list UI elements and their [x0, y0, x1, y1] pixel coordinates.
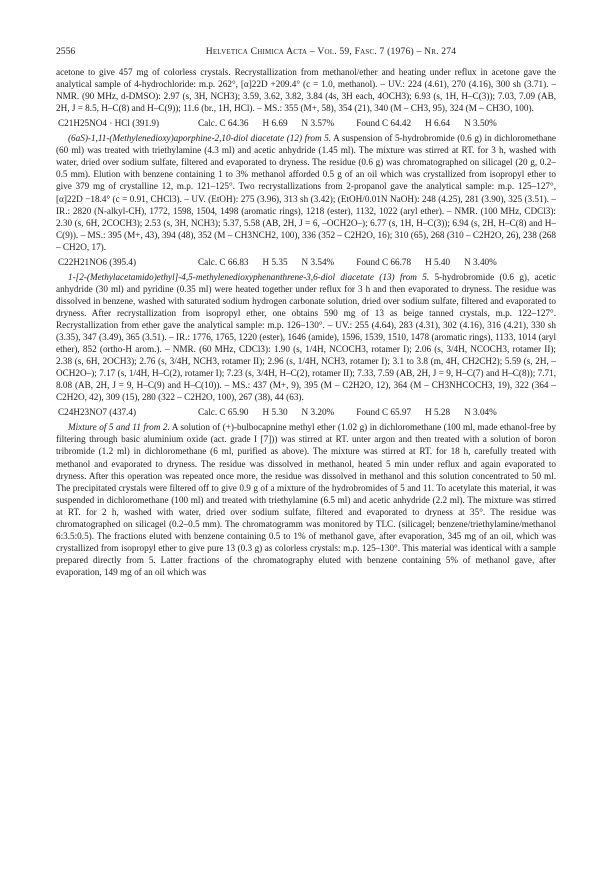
analysis-found-c: Found C 64.42: [356, 118, 412, 129]
analysis-calc-c: Calc. C 66.83: [198, 256, 249, 267]
procedure-text: A suspension of 5-hydrobromide (0.6 g) in dichloromethane (60 ml) was treated with triethylamine (4.3 ml) and acetic anhydride (1.45 ml). The mixture was stirred at RT. for 3 h, washed with water, dried over sodium sulfate, filtered and evaporated to dryness. The residue (0.6 g) was chromatographed on silicagel (20 g, 0.2–0.5 mm). Elution with benzene containing 1 to 3% methanol afforded 0.5 g of an oil which was crystallized from isopropyl ether to give 379 mg of crystalline 12, m.p. 121–125°. Two recrystallizations from 2-propanol gave the analytical sample: m.p. 125–127°, [α]22D −18.4° (c = 0.91, CHCl3). – UV. (EtOH): 275 (3.96), 313 sh (3.42); (EtOH/0.01N NaOH): 248 (4.25), 281 (3.90), 325 (3.51). – IR.: 2820 (N-alkyl-CH), 1772, 1598, 1504, 1498 (aromatic rings), 1218 (ester), 1132, 1022 (aryl ether). – NMR. (100 MHz, CDCl3): 2.30 (s, 6H, 2COCH3); 2.53 (s, 3H, NCH3); 5.37, 5.58 (AB, 2H, J = 6, –OCH2O–); 6.77 (s, 1H, H–C(3)); 6.94 (s, 2H, H–C(8) and H–C(9)). – MS.: 395 (M+, 43), 394 (48), 352 (M – CH3NCH2, 100), 336 (352 – C2H2O, 16); 310 (65), 268 (310 – C2H2O, 26), 238 (268 – CH2O, 17).: [56, 133, 556, 252]
analysis-calc-c: Calc. C 65.90: [198, 407, 249, 418]
procedure-title: Mixture of 5 and 11 from 2.: [68, 422, 170, 433]
running-head: [56, 46, 556, 58]
paragraph-compound-13: [56, 271, 556, 404]
analysis-formula: C22H21NO6 (395.4): [58, 256, 137, 267]
paragraph-mixture-5-11: [56, 421, 556, 578]
analysis-found-c: Found C 65.97: [356, 407, 412, 418]
procedure-title: 1-[2-(Methylacetamido)ethyl]-4,5-methylenedioxyphenanthrene-3,6-diol diacetate (13) from 5.: [68, 271, 430, 282]
page-number: 2556: [56, 46, 76, 57]
analysis-found-h: H 6.64: [425, 118, 451, 129]
analysis-found-n: N 3.50%: [464, 118, 497, 129]
journal-name: Helvetica Chimica Acta: [205, 46, 308, 57]
paragraph-compound-12: [56, 132, 556, 252]
procedure-title: (6aS)-1,11-(Methylenedioxy)aporphine-2,10-diol diacetate (12) from 5.: [68, 133, 332, 144]
analysis-found-h: H 5.28: [425, 407, 451, 418]
paragraph-hydrochloride-continued: acetone to give 457 mg of colorless crystals. Recrystallization from methanol/ether and heating under reflux in acetone gave the analytical sample of 4-hydrochloride: m.p. 262°, [α]22D +209.4° (c = 1.0, methanol). – UV.: 224 (4.61), 270 (4.16), 300 sh (3.71). – NMR. (90 MHz, d-DMSO): 2.97 (s, 3H, NCH3); 3.59, 3.62, 3.82, 3.84 (4s, 3H each, 4OCH3); 6.93 (s, 1H, H–C(3)); 7.03, 7.09 (AB, 2H, J = 8.5, H–C(8) and H–C(9)); 11.6 (br., 1H, HCl). – MS.: 355 (M+, 58), 354 (21), 340 (M – CH3, 95), 324 (M – CH3O, 100).: [56, 67, 556, 114]
analysis-formula: C24H23NO7 (437.4): [58, 407, 137, 418]
analysis-found-c: Found C 66.78: [356, 256, 412, 267]
procedure-text: 5-hydrobromide (0.6 g), acetic anhydride (30 ml) and pyridine (0.35 ml) were heated together under reflux for 3 h and then evaporated to dryness. The residue was dissolved in benzene, washed with saturated sodium hydrogen carbonate solution, dried over sodium sulfate, filtered and evaporated to dryness. After recrystallization from isopropyl ether, one obtains 590 mg of 13 as beige tanned crystals, m.p. 122–127°. Recrystallization from ether gave the analytical sample: m.p. 126–130°. – UV.: 255 (4.64), 283 (4.31), 302 (4.16), 316 (4.21), 330 sh (3.35), 347 (3.49), 365 (3.51). – IR.: 1776, 1765, 1220 (ester), 1646 (amide), 1596, 1539, 1510, 1478 (aromatic rings), 1133, 1014 (aryl ether), 852 (ortho-H arom.). – NMR. (60 MHz, CDCl3): 1.90 (s, 1/4H, NCOCH3, rotamer I); 2.06 (s, 3/4H, NCOCH3, rotamer II); 2.38 (s, 6H, 2OCH3); 2.76 (s, 3/4H, NCH3, rotamer II); 2.96 (s, 1/4H, NCH3, rotamer I); 3.1 to 3.8 (m, 4H, CH2CH2); 5.59 (s, 2H, –OCH2O–); 7.17 (s, 1/4H, H–C(2), rotamer I); 7.23 (s, 3/4H, H–C(2), rotamer II); 7.33, 7.59 (AB, 2H, J = 9, H–C(7) and H–C(8)); 7.71, 8.08 (AB, 2H, J = 9, H–C(9) and H–C(10)). – MS.: 437 (M+, 9), 395 (M – C2H2O, 12), 364 (M – CH3NHCOCH3, 19), 322 (364 – C2H2O, 42), 309 (15), 280 (322 – C2H2O, 100), 267 (38), 44 (63).: [56, 271, 556, 403]
analysis-calc-n: N 3.54%: [301, 256, 335, 267]
journal-header: [106, 46, 556, 58]
analysis-found-n: N 3.04%: [464, 407, 497, 418]
analysis-calc-h: H 5.35: [262, 256, 288, 267]
analysis-calc-h: H 5.30: [262, 407, 288, 418]
analysis-calc-n: N 3.57%: [301, 118, 335, 129]
analysis-formula: C21H25NO4 · HCl (391.9): [58, 118, 160, 129]
analysis-calc-n: N 3.20%: [301, 407, 335, 418]
elemental-analysis-1: [58, 117, 556, 129]
elemental-analysis-2: [58, 256, 556, 268]
elemental-analysis-3: [58, 406, 556, 418]
volume-info: – Vol. 59, Fasc. 7 (1976) – Nr. 274: [309, 46, 457, 57]
analysis-found-n: N 3.40%: [464, 256, 497, 267]
procedure-text: A solution of (+)-bulbocapnine methyl ether (1.02 g) in dichloromethane (100 ml, made ethanol-free by filtering through basic aluminium oxide (act. grade I [7])) was stirred at RT. unter argon and then treated with a solution of boron tribromide (1.2 ml) in dichloromethane (6 ml, purified as above). The mixture was stirred at RT. for 18 h, carefully treated with methanol and evaporated to dryness. The residue was dissolved in methanol, heated 5 min under reflux and again evaporated to dryness. After this operation was repeated once more, the residue was dissolved in methanol and this solution concentrated to 50 ml. The precipitated crystals were filtered off to give 0.9 g of a mixture of the hydrobromides of 5 and 11. To acetylate this material, it was suspended in dichloromethane (100 ml) and treated with triethylamine (6.5 ml) and acetic anhydride (2.2 ml). The mixture was stirred at RT. for 2 h, washed with water, dried over sodium sulfate, filtered and evaporated to dryness at 35°. The residue was chromatographed on silicagel (0.2–0.5 mm). The chromatogramm was monitored by TLC. (silicagel; benzene/triethylamine/methanol 6:3.5:0.5). The fractions eluted with benzene containing 0.5 to 1% of methanol gave, after evaporation, 345 mg of an oil, which was crystallized from isopropyl ether to give pure 13 (0.3 g) as colorless crystals: m.p. 125–130°. This material was identical with a sample prepared directly from 5. Latter fractions of the chromatography eluted with benzene containing 5% of methanol gave, after evaporation, 149 mg of an oil which was: [56, 422, 556, 577]
analysis-found-h: H 5.40: [425, 256, 451, 267]
analysis-calc-c: Calc. C 64.36: [198, 118, 249, 129]
analysis-calc-h: H 6.69: [262, 118, 288, 129]
